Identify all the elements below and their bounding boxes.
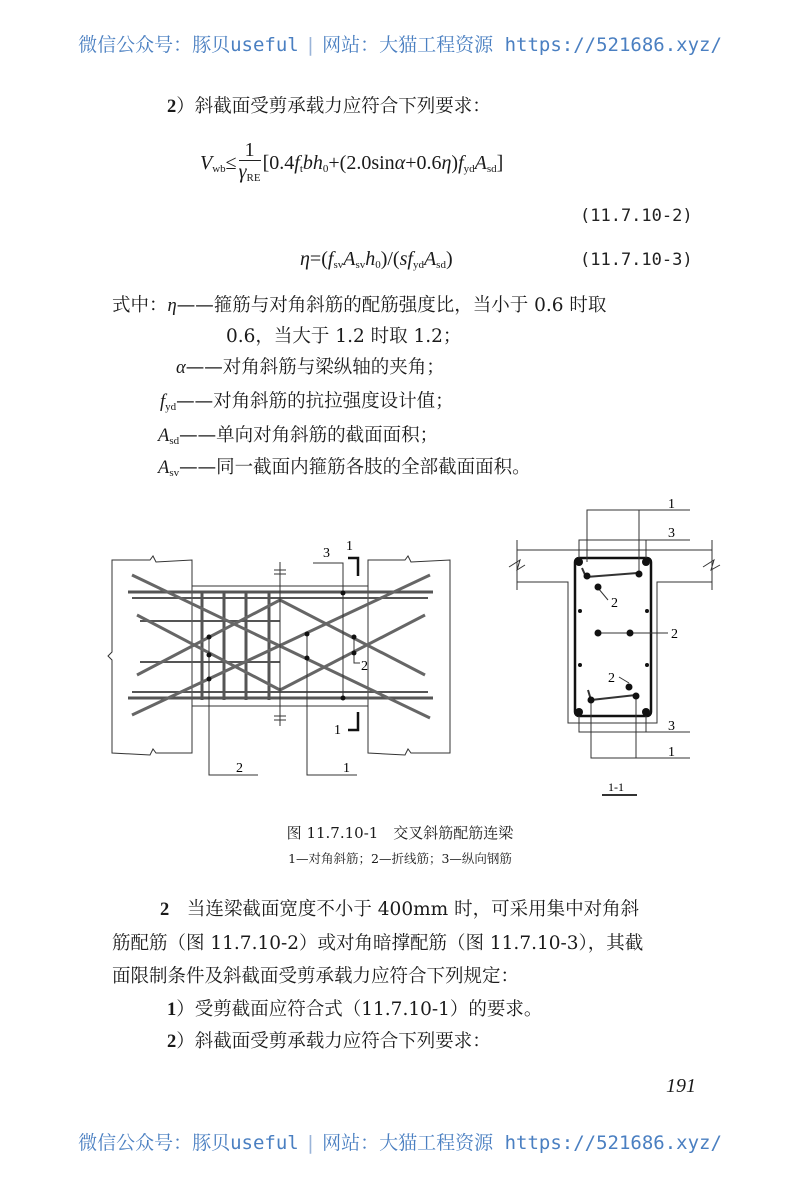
definition-eta-text: ——箍筋与对角斜筋的配筋强度比，当小于 0.6 时取	[176, 295, 607, 316]
intro-line	[167, 92, 491, 118]
watermark-top	[0, 30, 800, 57]
para2-item1	[167, 995, 542, 1021]
eq1-fraction	[239, 140, 261, 189]
eq2-number: (11.7.10-3)	[580, 250, 693, 270]
eq1-frac-den-sub: RE	[246, 172, 261, 184]
watermark-separator: |	[304, 1132, 317, 1154]
symbol-eta: η	[167, 296, 177, 316]
para2-number: 2	[160, 900, 170, 920]
definition-asv-text: ——同一截面内箍筋各肢的全部截面面积。	[179, 457, 531, 478]
item1-text: ）受剪截面应符合式（11.7.10-1）的要求。	[176, 999, 543, 1020]
equation-11-7-10-2	[200, 140, 503, 189]
figure-section	[490, 490, 740, 810]
section-label-1-top: 1	[668, 497, 675, 512]
intro-text: ）斜截面受剪承载力应符合下列要求：	[176, 96, 491, 117]
section-label-2c: 2	[608, 671, 615, 686]
symbol-asv-sub: sv	[169, 467, 180, 479]
definition-fyd-text: ——对角斜筋的抗拉强度设计值；	[176, 391, 454, 412]
section-label-2b: 2	[671, 627, 678, 642]
definition-eta-cont: 0.6，当大于 1.2 时取 1.2；	[226, 326, 462, 347]
eq1-body: $[0.4f_tbh_0+(2.0\sin\alpha+0.6\eta)f_{yd}A_{sd}]$	[262, 152, 504, 176]
eq1-frac-den: γ	[238, 161, 247, 183]
section-label-3-bottom: 3	[668, 719, 675, 734]
label-section-bottom: 1	[334, 723, 341, 738]
intro-number: 2	[167, 97, 177, 117]
eq1-frac-num: 1	[239, 140, 261, 161]
watermark-bottom	[0, 1128, 800, 1155]
item1-number: 1	[167, 1000, 177, 1020]
label-2-side: 2	[361, 659, 368, 674]
symbol-f-sub: yd	[165, 401, 177, 413]
equation-11-7-10-3	[300, 248, 453, 271]
label-1-bottom: 1	[343, 761, 350, 776]
definition-alpha	[176, 353, 445, 379]
section-title: 1-1	[608, 780, 624, 794]
symbol-alpha: α	[176, 358, 186, 378]
figure-caption: 图 11.7.10-1 交叉斜筋配筋连梁	[286, 824, 514, 842]
definition-alpha-text: ——对角斜筋与梁纵轴的夹角；	[185, 357, 445, 378]
eq1-lhs-sub: wb	[212, 163, 226, 176]
label-section-top: 1	[346, 539, 353, 554]
eq1-number: (11.7.10-2)	[580, 206, 693, 226]
item2-text: ）斜截面受剪承载力应符合下列要求：	[176, 1031, 491, 1052]
definition-eta	[112, 291, 606, 317]
page-number: 191	[666, 1075, 696, 1097]
symbol-f: f	[160, 392, 166, 412]
watermark-wechat: 微信公众号：豚贝useful	[78, 1132, 299, 1154]
eq1-operator: ≤	[225, 152, 237, 175]
label-3: 3	[323, 546, 330, 561]
section-label-2a: 2	[611, 596, 618, 611]
watermark-wechat: 微信公众号：豚贝useful	[78, 34, 299, 56]
definitions-lead: 式中：	[112, 295, 168, 316]
symbol-a: A	[158, 426, 170, 446]
definition-asd-text: ——单向对角斜筋的截面面积；	[179, 425, 439, 446]
section-label-1-bottom: 1	[668, 745, 675, 760]
para2-line2: 筋配筋（图 11.7.10-2）或对角暗撑配筋（图 11.7.10-3），其截	[112, 933, 644, 954]
para2-line3: 面限制条件及斜截面受剪承载力应符合下列规定：	[112, 966, 520, 987]
eq1-lhs: V	[200, 152, 213, 175]
para2-item2	[167, 1027, 491, 1053]
para2-line1	[160, 895, 639, 921]
definition-asd	[158, 421, 438, 447]
section-label-3-top: 3	[668, 526, 675, 541]
symbol-asd-sub: sd	[169, 435, 180, 447]
watermark-separator: |	[304, 34, 317, 56]
figure-elevation	[100, 500, 460, 790]
definition-asv	[158, 453, 531, 479]
watermark-website: 网站：大猫工程资源 https://521686.xyz/	[322, 34, 722, 56]
para2-line1-text: 当连梁截面宽度不小于 400mm 时，可采用集中对角斜	[186, 899, 640, 920]
label-2-bottom: 2	[236, 761, 243, 776]
figure-legend: 1—对角斜筋；2—折线筋；3—纵向钢筋	[288, 851, 512, 866]
definition-fyd	[160, 387, 454, 413]
watermark-website: 网站：大猫工程资源 https://521686.xyz/	[322, 1132, 722, 1154]
eq2-body: $\eta=(f_{sv}A_{sv}h_0)/(sf_{yd}A_{sd})$	[300, 248, 453, 271]
item2-number: 2	[167, 1032, 177, 1052]
symbol-a: A	[158, 458, 170, 478]
